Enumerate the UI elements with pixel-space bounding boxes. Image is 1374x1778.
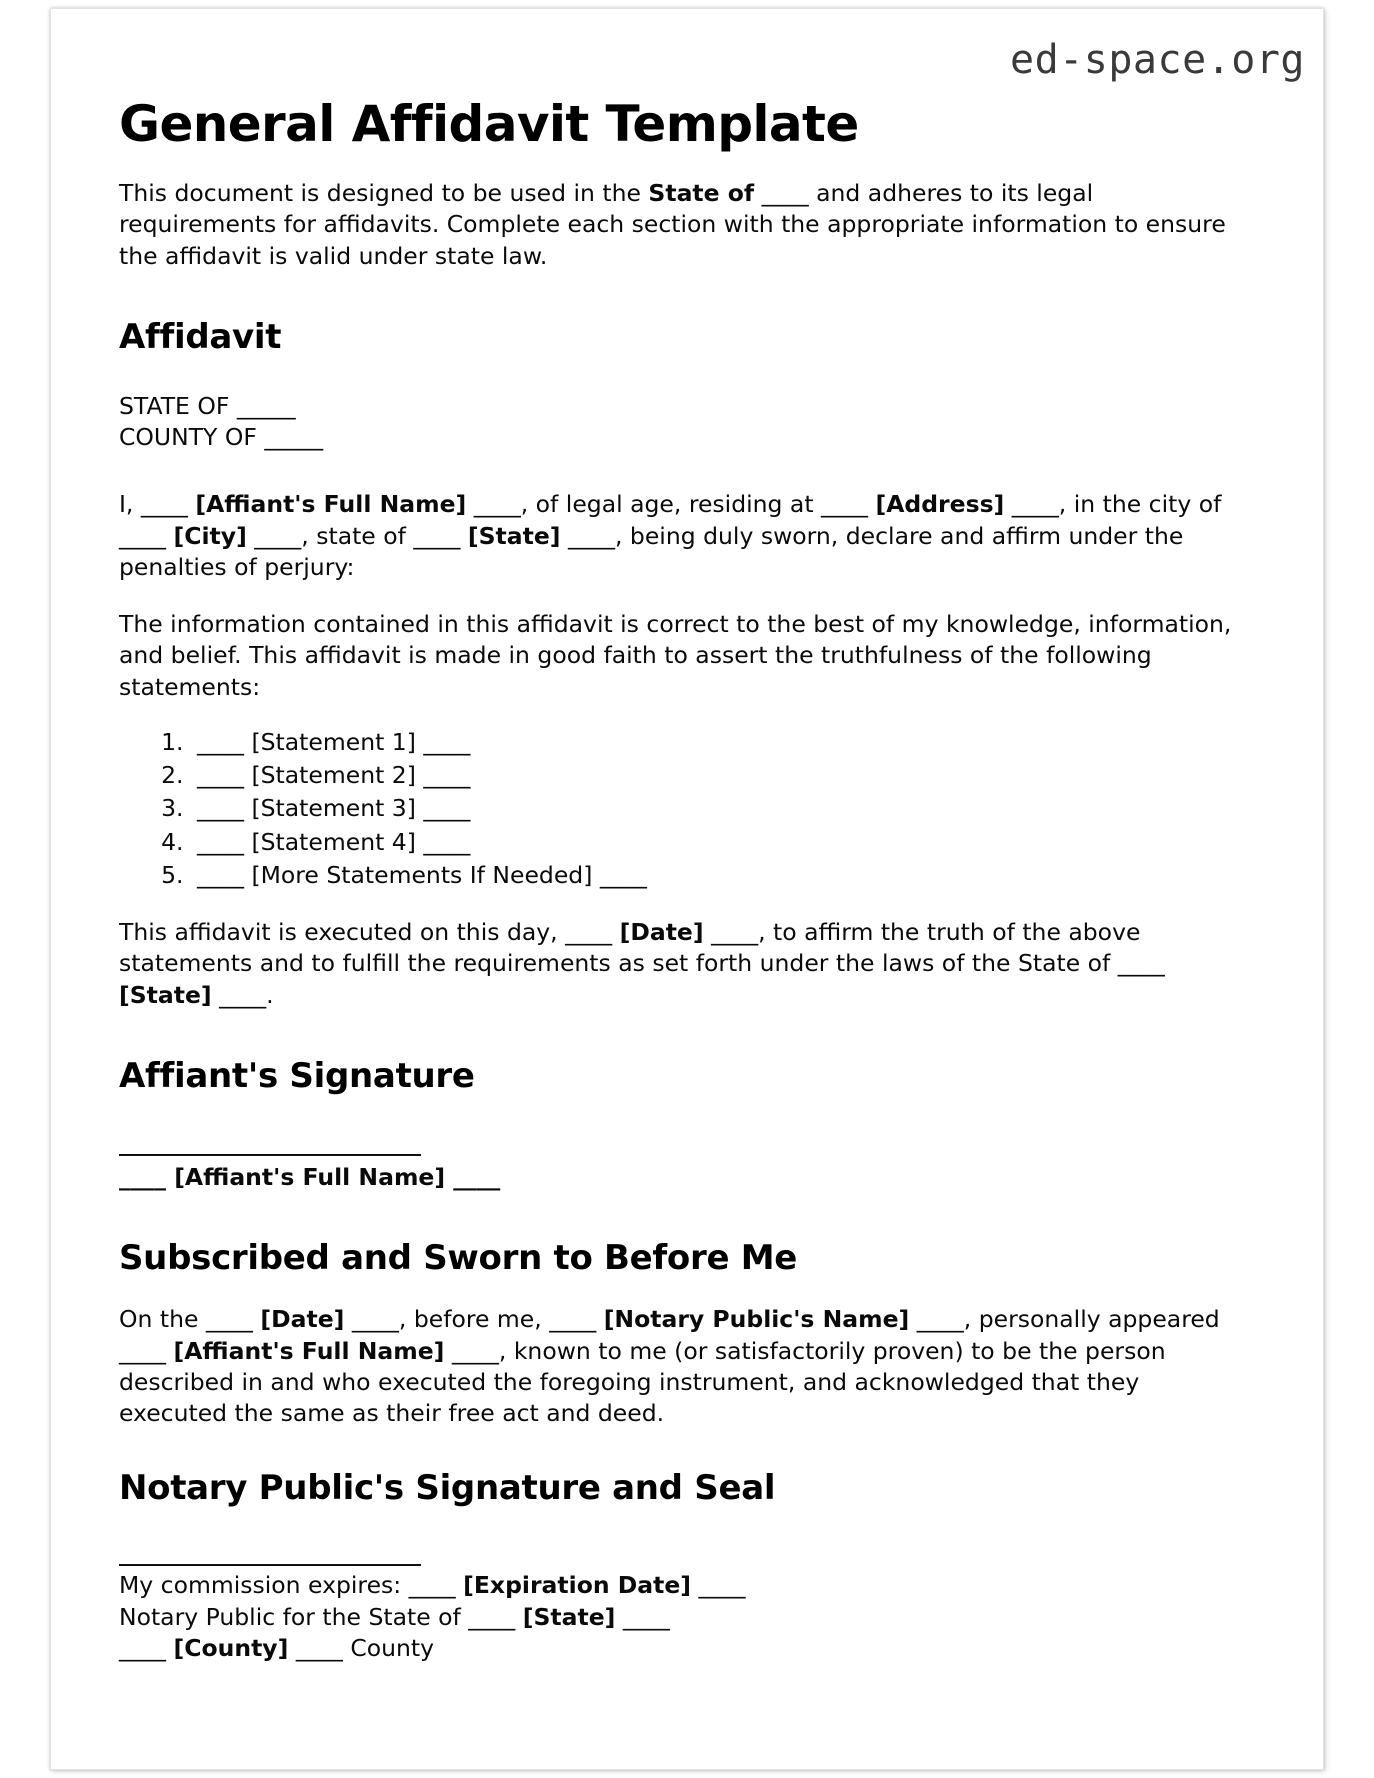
notary-state-line	[119, 1602, 1239, 1633]
affiant-intro-p2: ____, of legal age, residing at ____	[466, 490, 876, 519]
affiant-name-placeholder: [Affiant's Full Name]	[195, 490, 467, 519]
venue-block	[119, 391, 1239, 454]
notary-county-line	[119, 1633, 1239, 1664]
execution-p2: ____, to affirm the truth of the above statements and to fulfill the requirements as set forth under the laws of the State of ____	[119, 918, 1165, 978]
affiant-intro-p1: I, ____	[119, 490, 196, 519]
commission-line3-post: ____ County	[288, 1633, 435, 1662]
subscribed-affiant-placeholder: [Affiant's Full Name]	[173, 1336, 445, 1365]
county-placeholder: [County]	[173, 1633, 289, 1662]
state-placeholder: [State]	[467, 521, 561, 550]
state-of-line: STATE OF _____	[119, 391, 296, 420]
subscribed-p2: ____, before me, ____	[344, 1305, 604, 1334]
truth-paragraph: The information contained in this affidavit is correct to the best of my knowledge, information, and belief. This affidavit is made in good faith to assert the truthfulness of the following statements:	[119, 610, 1232, 701]
intro-state-label: State of	[648, 179, 755, 207]
subscribed-p4: ____, known to me (or satisfactorily proven) to be the person described in and who executed the foregoing instrument, and acknowledged that they executed the same as their free act and deed.	[119, 1336, 1166, 1428]
document-content	[119, 39, 1239, 1664]
execution-p1: This affidavit is executed on this day, ____	[119, 918, 620, 947]
affiant-sig-post-blank: ____	[445, 1162, 501, 1191]
subscribed-paragraph	[119, 1304, 1239, 1429]
affiant-signature-name	[119, 1162, 1239, 1193]
intro-state-blank	[754, 179, 761, 207]
affiant-sig-name-placeholder: [Affiant's Full Name]	[174, 1162, 446, 1191]
commission-line2-pre: Notary Public for the State of ____	[119, 1602, 523, 1631]
commission-line1-post: ____	[691, 1571, 746, 1600]
notary-state-placeholder: [State]	[522, 1602, 616, 1631]
execution-paragraph	[119, 917, 1239, 1011]
page-title: General Affidavit Template	[119, 95, 859, 153]
address-placeholder: [Address]	[875, 490, 1005, 519]
execution-date-placeholder: [Date]	[619, 918, 704, 947]
affiant-intro-p5: ____, being duly sworn, declare and affirm under the penalties of perjury:	[119, 521, 1184, 581]
list-item: 2. ____ [Statement 2] ____	[191, 760, 1239, 791]
notary-name-placeholder: [Notary Public's Name]	[603, 1305, 910, 1334]
affiant-signature-line	[119, 1154, 421, 1156]
expiration-date-placeholder: [Expiration Date]	[463, 1571, 692, 1600]
subscribed-date-placeholder: [Date]	[260, 1305, 345, 1334]
notary-signature-line	[119, 1564, 421, 1566]
affiant-intro-p3: ____, in the city of ____	[119, 490, 1222, 550]
commission-block	[119, 1570, 1239, 1664]
section-heading-notary-signature: Notary Public's Signature and Seal	[119, 1468, 776, 1509]
section-heading-subscribed: Subscribed and Sworn to Before Me	[119, 1238, 798, 1279]
affiant-intro-paragraph	[119, 489, 1239, 583]
affiant-intro-p4: ____, state of ____	[246, 521, 468, 550]
section-heading-affiant-signature: Affiant's Signature	[119, 1055, 475, 1096]
list-item: 4. ____ [Statement 4] ____	[191, 827, 1239, 858]
section-heading-affidavit: Affidavit	[119, 316, 282, 357]
commission-line2-post: ____	[615, 1602, 670, 1631]
commission-expires-line	[119, 1570, 1239, 1601]
statements-list	[119, 727, 1239, 891]
city-placeholder: [City]	[173, 521, 247, 550]
list-item: 1. ____ [Statement 1] ____	[191, 727, 1239, 758]
affiant-sig-pre-blank: ____	[119, 1162, 175, 1191]
intro-paragraph	[119, 178, 1239, 272]
execution-state-placeholder: [State]	[119, 980, 212, 1009]
intro-text-after: and adheres to its legal requirements for affidavits. Complete each section with the appropriate information to ensure the affidavit is valid under state law.	[119, 179, 1226, 270]
commission-line1-pre: My commission expires: ____	[119, 1571, 464, 1600]
intro-text-before: This document is designed to be used in the	[119, 179, 649, 207]
site-watermark: ed-space.org	[1010, 37, 1305, 83]
execution-p3: ____.	[211, 980, 274, 1009]
document-sheet	[50, 8, 1324, 1770]
list-item: 5. ____ [More Statements If Needed] ____	[191, 860, 1239, 891]
list-item: 3. ____ [Statement 3] ____	[191, 793, 1239, 824]
intro-blank: ____	[761, 179, 809, 207]
subscribed-p3: ____, personally appeared ____	[119, 1305, 1220, 1365]
commission-line3-pre: ____	[119, 1633, 174, 1662]
county-of-line: COUNTY OF _____	[119, 423, 324, 452]
subscribed-p1: On the ____	[119, 1305, 261, 1334]
